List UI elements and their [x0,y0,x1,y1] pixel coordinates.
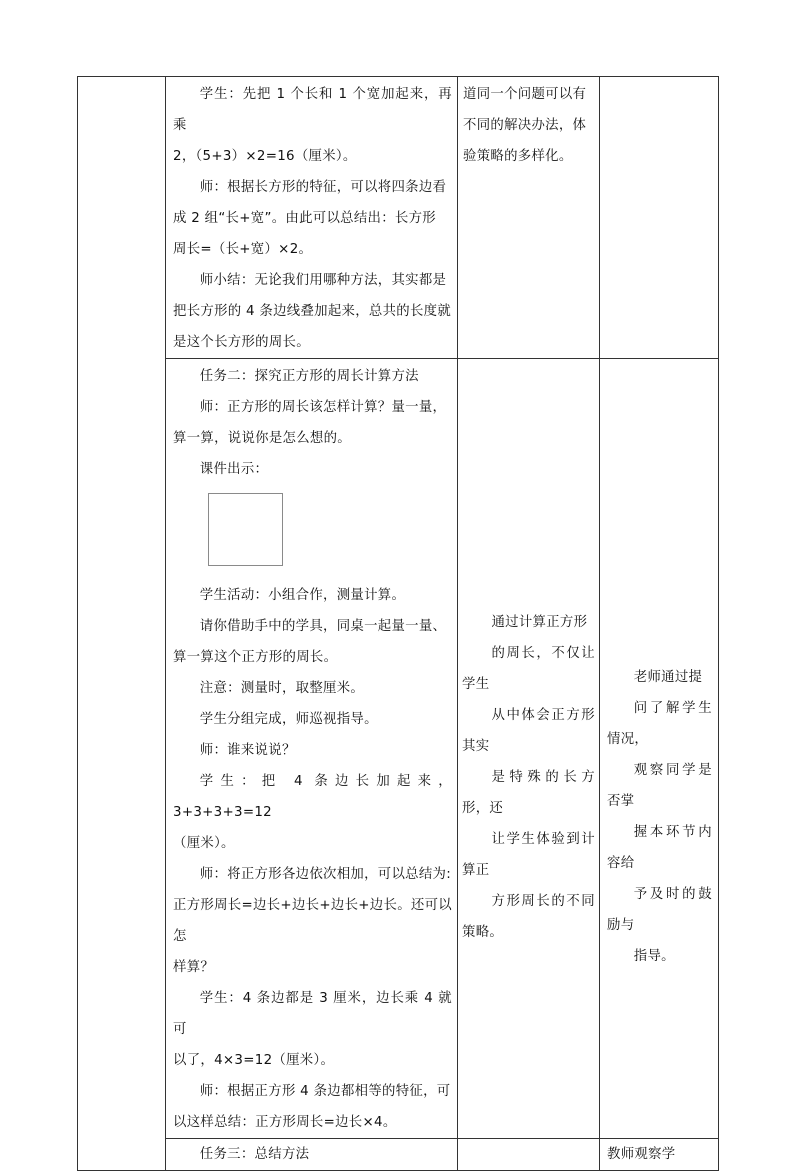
teaching-content-cell [166,359,458,1139]
text-line: 通过计算正方形 [491,615,588,630]
text-line: （厘米）。 [173,836,235,851]
teaching-content-cell [166,77,458,359]
lesson-plan-table [77,76,719,1171]
text-line: 是特殊的长方形，还 [462,770,595,816]
text-line: 握本环节内容给 [607,825,712,871]
text-line: 道同一个问题可以有 [463,87,587,102]
text-line: 师：将正方形各边依次相加，可以总结为: [199,867,452,882]
teaching-content [166,77,457,358]
text-line: 正方形周长=边长+边长+边长+边长。还可以怎 [173,898,452,944]
text-line: 学生：先把 1 个长和 1 个宽加起来，再乘 [173,87,452,133]
text-line: 师：谁来说说？ [199,743,296,758]
evaluation-cell [600,1139,719,1171]
evaluation-note [600,1139,718,1170]
text-line: 师：正方形的周长该怎样计算？量一量， [199,400,447,415]
text-line: 让学生体验到计算正 [462,832,595,878]
text-line: 任务三：总结方法 [199,1147,310,1162]
text-line: 老师通过提 [633,670,703,685]
text-line: 任务二：探究正方形的周长计算方法 [199,369,419,384]
text-line: 的周长，不仅让学生 [462,646,595,692]
text-line: 以这样总结：正方形周长=边长×4。 [173,1115,397,1130]
text-line: 方形周长的不同策略。 [462,894,595,940]
text-line: 把长方形的 4 条边线叠加起来，总共的长度就 [173,304,452,319]
text-line: 师：根据正方形 4 条边都相等的特征，可 [199,1084,451,1099]
text-line: 2，（5+3）×2=16（厘米）。 [173,149,357,164]
text-line: 学生：4 条边都是 3 厘米，边长乘 4 就可 [173,991,452,1037]
evaluation-note [600,359,718,972]
table-row [78,77,719,359]
teaching-content [166,359,457,1138]
text-line: 课件出示： [199,462,269,477]
square-figure [208,493,283,566]
text-line: 算一算这个正方形的周长。 [173,650,338,665]
text-line: 成 2 组“长+宽”。由此可以总结出：长方形 [173,211,436,226]
text-line: 是这个长方形的周长。 [173,335,310,350]
design-intent [458,359,599,948]
text-line: 验策略的多样化。 [463,149,573,164]
stage-column-cell [78,77,166,1171]
text-line: 问了解学生情况， [607,701,712,747]
text-line: 不同的解决办法，体 [463,118,587,133]
text-line: 学生活动：小组合作，测量计算。 [199,588,406,603]
evaluation-cell [600,359,719,1139]
teaching-content-cell [166,1139,458,1171]
text-line: 样算？ [173,960,215,975]
teaching-content [166,1139,457,1170]
text-line: 周长=（长+宽）×2。 [173,242,313,257]
text-line: 注意：测量时，取整厘米。 [199,681,365,696]
table-row [78,359,719,1139]
text-line: 指导。 [633,949,675,964]
design-intent-cell [458,77,600,359]
text-line: 师：根据长方形的特征，可以将四条边看 [199,180,447,195]
design-intent-cell [458,359,600,1139]
text-line: 从中体会正方形其实 [462,708,595,754]
table-row [78,1139,719,1171]
design-intent [458,77,599,172]
evaluation-cell [600,77,719,359]
text-line: 请你借助手中的学具，同桌一起量一量、 [199,619,447,634]
text-line: 观察同学是否掌 [607,763,712,809]
design-intent-cell [458,1139,600,1171]
text-line: 师小结：无论我们用哪种方法，其实都是 [199,273,447,288]
text-line: 予及时的鼓励与 [607,887,712,933]
text-line: 以了，4×3=12（厘米）。 [173,1053,335,1068]
text-line: 教师观察学 [607,1147,676,1162]
text-line: 学生：把 4 条边长加起来，3+3+3+3=12 [173,774,452,820]
text-line: 学生分组完成，师巡视指导。 [199,712,378,727]
text-line: 算一算，说说你是怎么想的。 [173,431,351,446]
